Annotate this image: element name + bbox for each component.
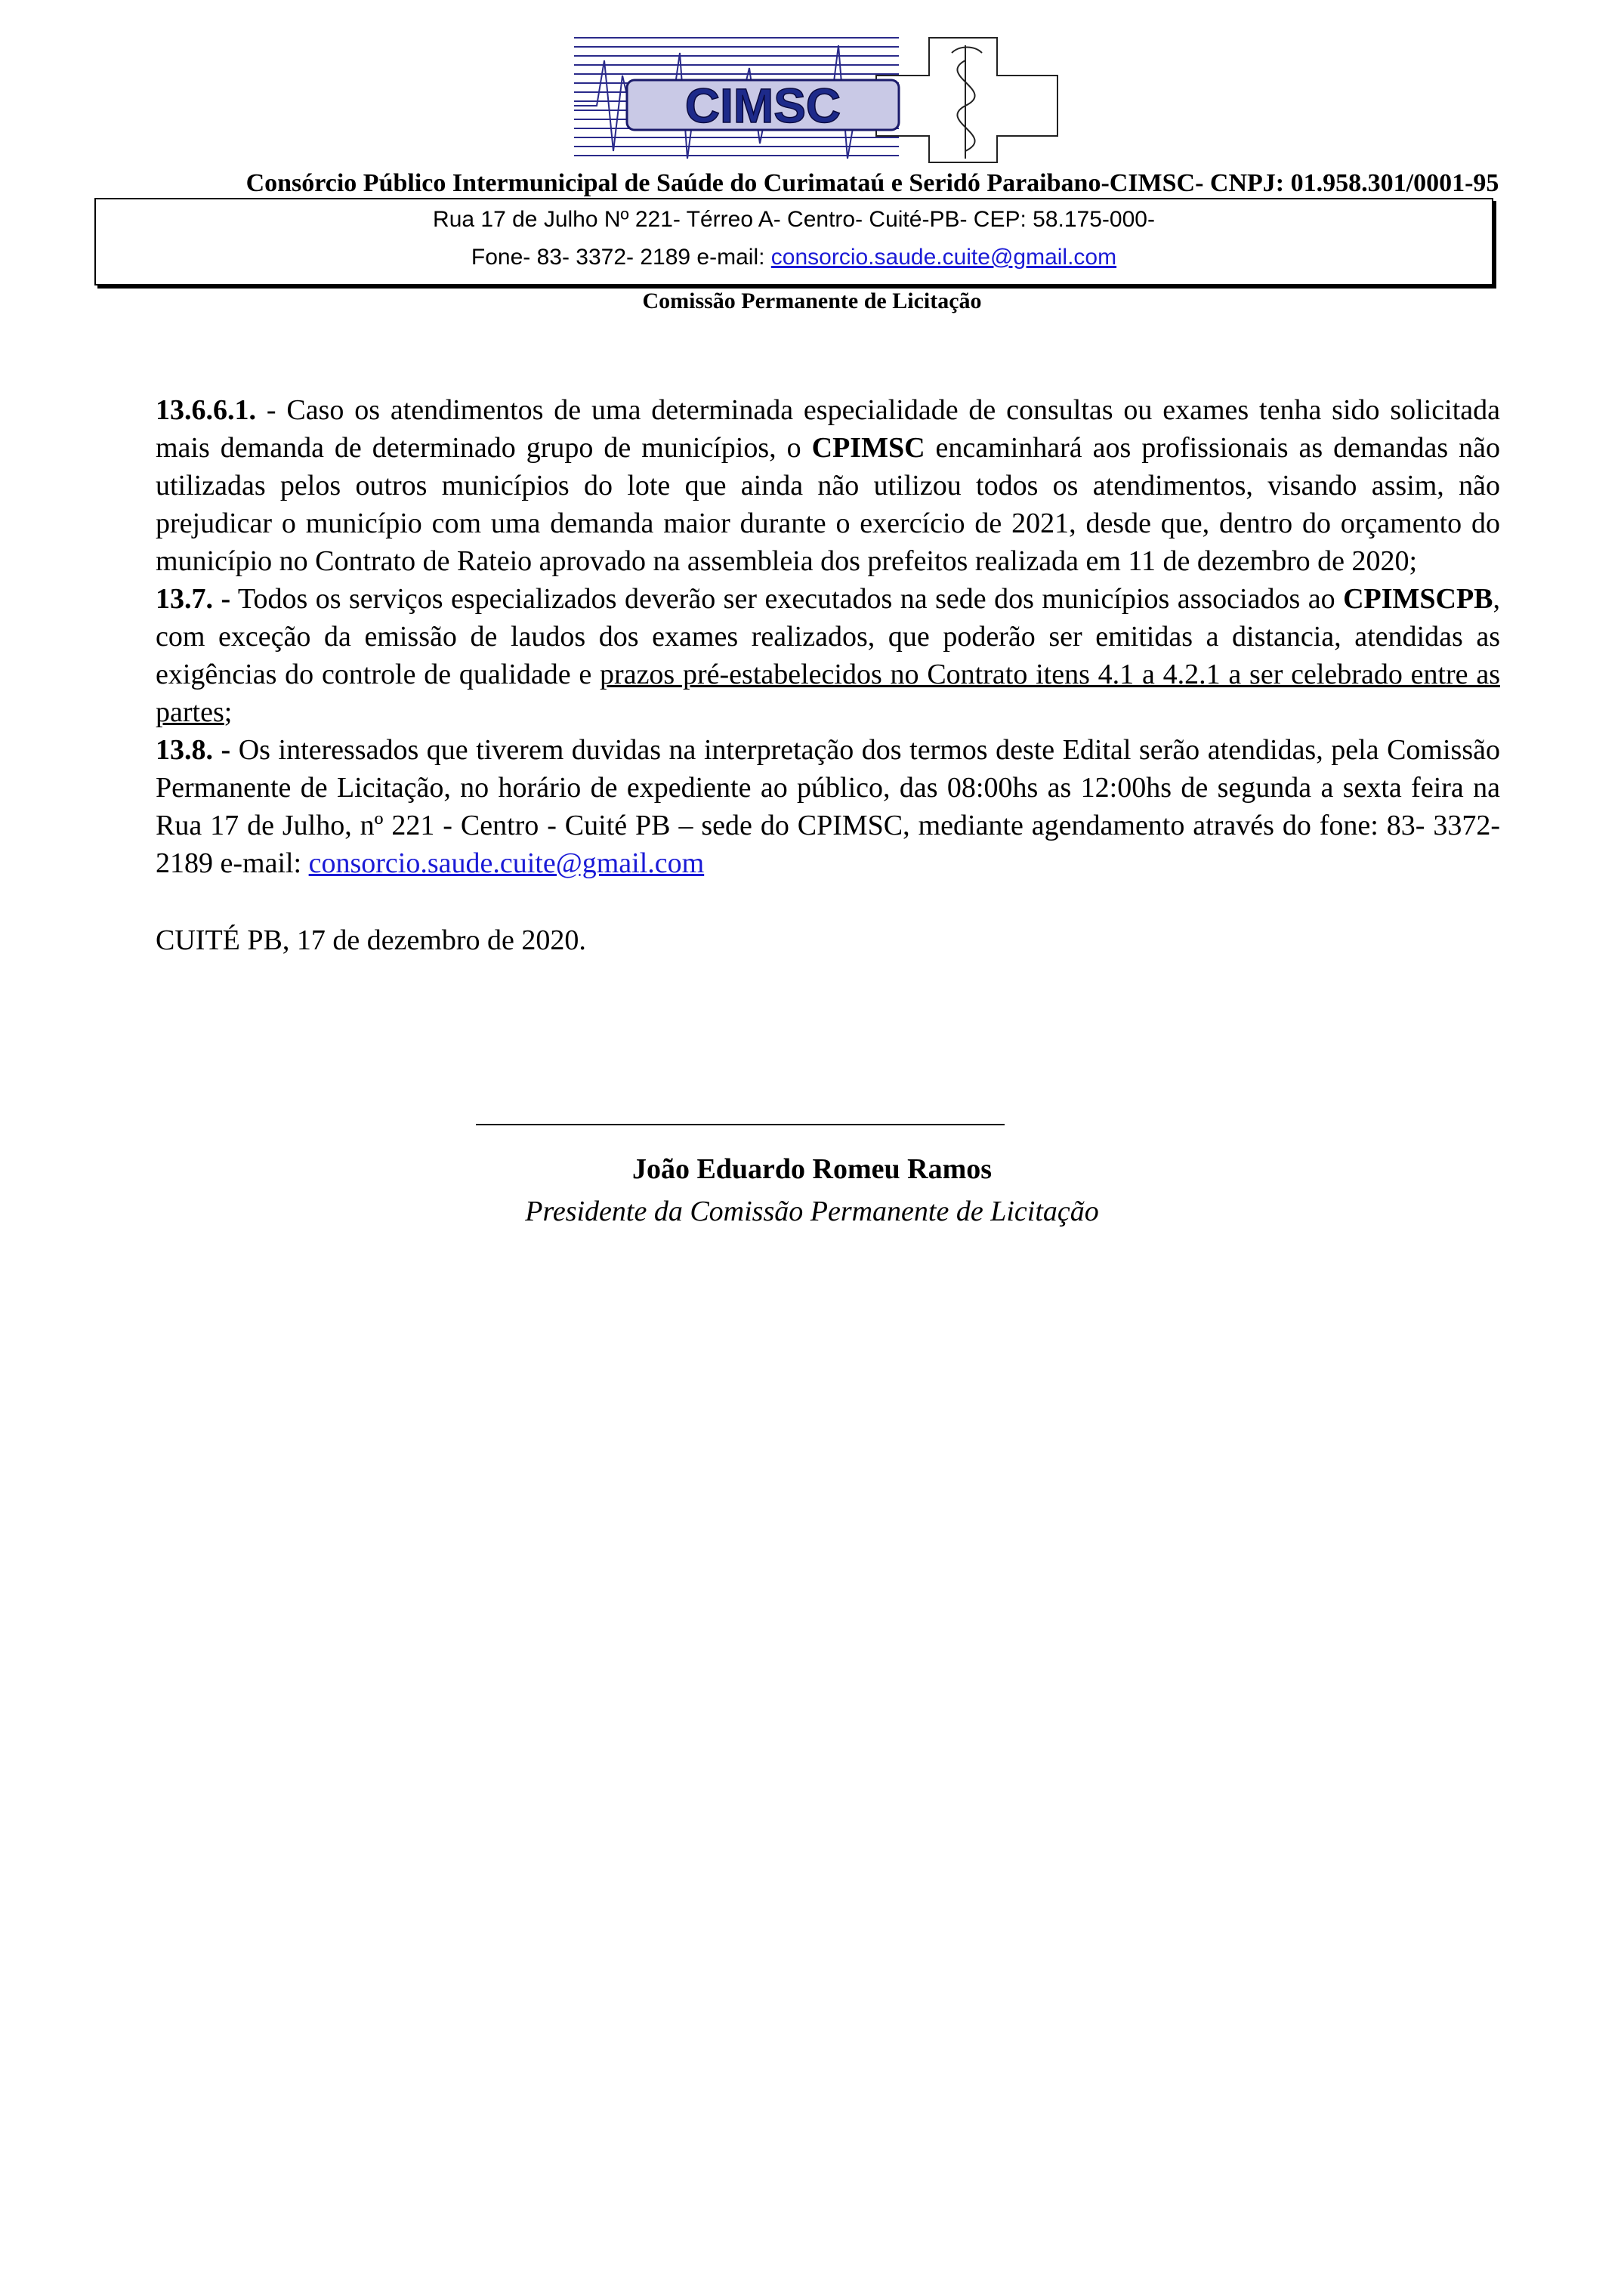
signer-name: João Eduardo Romeu Ramos [631,1153,993,1185]
signer-role: Presidente da Comissão Permanente de Licitação [525,1196,1099,1227]
organization-title: Consórcio Público Intermunicipal de Saúde do Curimataú e Seridó Paraibano-CIMSC- CNPJ: 01.958.301/0001-95 [245,169,1499,197]
clause-13-8: 13.8. - Os interessados que tiverem duvidas na interpretação dos termos deste Edital serão atendidas, pela Comissão Permanente de Licitação, no horário de expediente ao público, das 08:00hs as 12:00hs de segunda a sexta feira na Rua 17 de Julho, nº 221 - Centro - Cuité PB – sede do CPIMSC, mediante agendamento através do fone: 83- 3372- 2189 e-mail: consorcio.saude.cuite@gmail.com [156,734,1500,879]
phone-text: Fone- 83- 3372- 2189 e-mail: [471,245,771,270]
spacer [156,882,1500,921]
org-acronym: CPIMSCPB [1343,583,1493,615]
clause-number: 13.7. - [156,583,231,615]
cimsc-logo [574,30,1088,166]
address-box [94,198,1493,285]
document-body [156,391,1500,959]
org-acronym: CPIMSC [811,432,925,464]
clause-number: 13.8. - [156,734,231,766]
clause-13-7: 13.7. - Todos os serviços especializados deverão ser executados na sede dos municípios associados ao CPIMSCPB, com exceção da emissão de laudos dos exames realizados, que poderão ser emitidas a distancia, atendidas as exigências do controle de qualidade e prazos pré-estabelecidos no Contrato itens 4.1 a 4.2.1 a ser celebrado entre as partes; [156,583,1501,728]
svg-text:CIMSC: CIMSC [684,79,841,133]
clause-13-6-6-1: 13.6.6.1. - Caso os atendimentos de uma determinada especialidade de consultas ou exames tenha sido solicitada mais demanda de determinado grupo de municípios, o CPIMSC encaminhará aos profissionais as demandas não utilizadas pelos outros municípios do lote que ainda não utilizou todos os atendimentos, visando assim, não prejudicar o município com uma demanda maior durante o exercício de 2021, desde que, dentro do orçamento do município no Contrato de Rateio aprovado na assembleia dos prefeitos realizada em 11 de dezembro de 2020; [156,394,1500,577]
body-email-link[interactable]: consorcio.saude.cuite@gmail.com [308,847,705,879]
header-email-link[interactable]: consorcio.saude.cuite@gmail.com [770,245,1117,270]
underlined-text: prazos pré-estabelecidos no Contrato itens 4.1 a 4.2.1 a ser celebrado entre as partes [156,659,1500,728]
clause-number: 13.6.6.1. [156,394,256,426]
committee-title: Comissão Permanente de Licitação [642,289,982,313]
date-line: CUITÉ PB, 17 de dezembro de 2020. [156,924,586,956]
address-line: Rua 17 de Julho Nº 221- Térreo A- Centro- Cuité-PB- CEP: 58.175-000- [433,207,1155,232]
signature-line [476,1124,1005,1125]
contact-line [96,245,1492,270]
